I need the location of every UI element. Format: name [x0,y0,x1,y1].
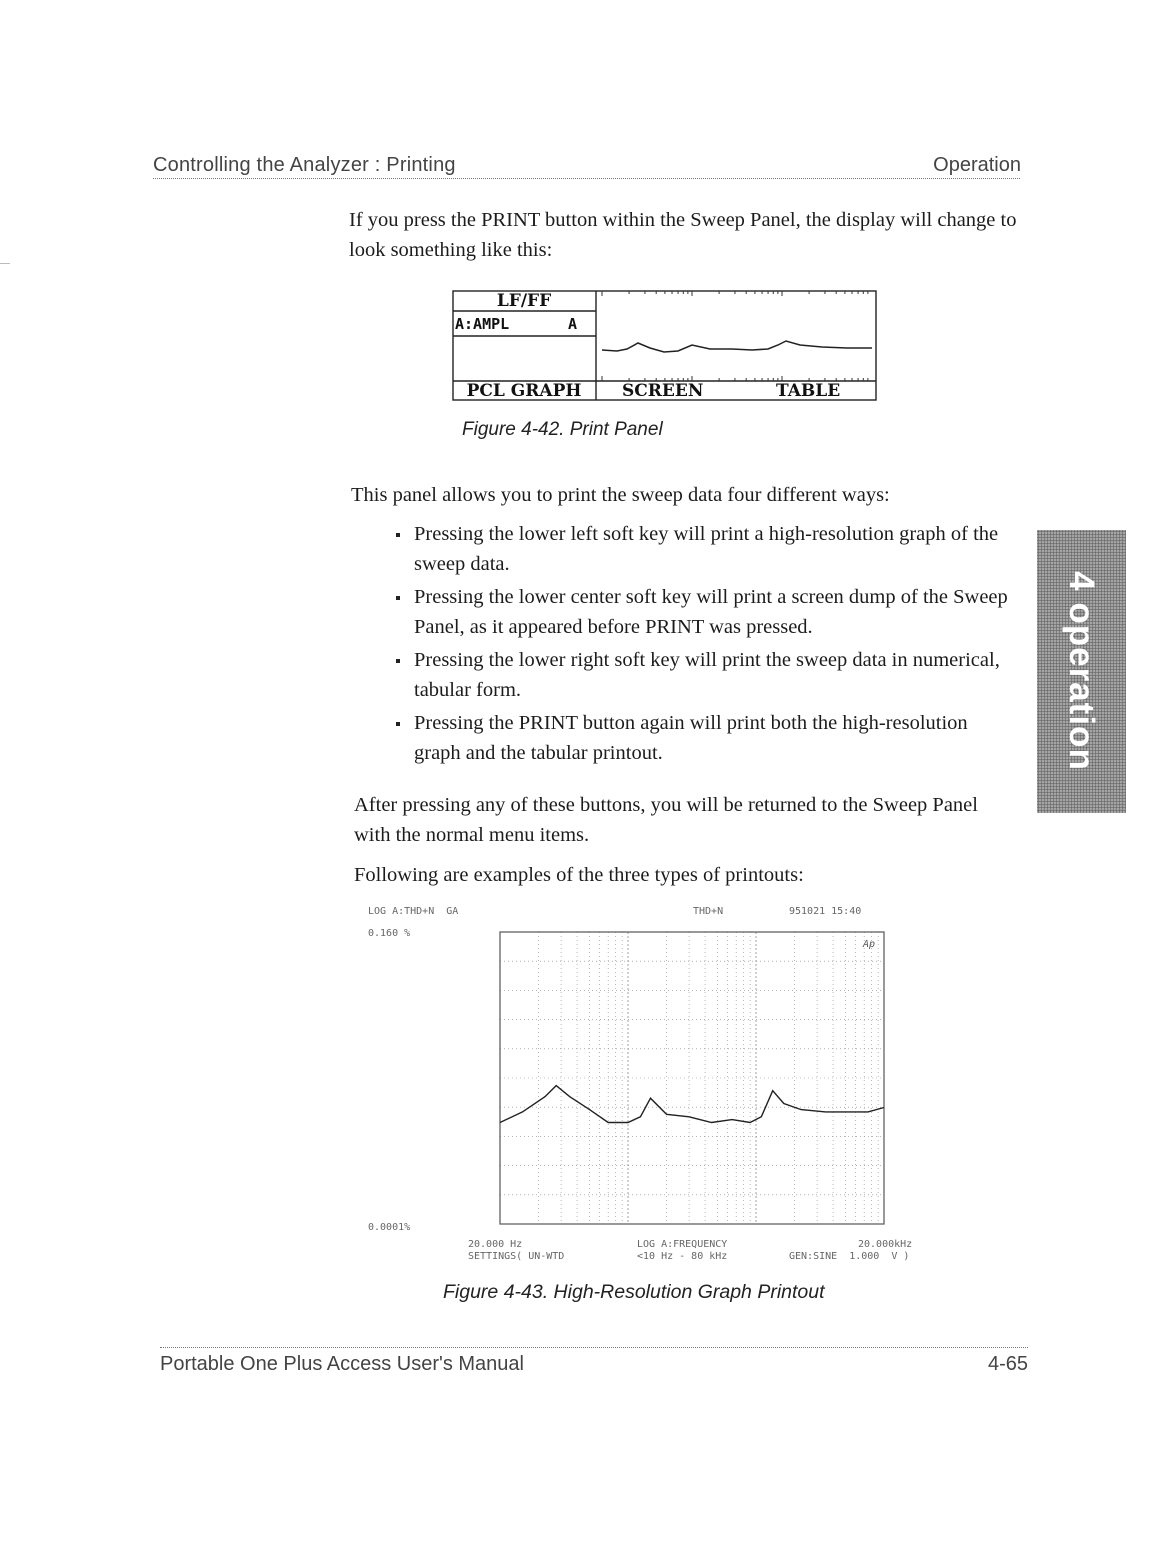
page-header-left: Controlling the Analyzer : Printing [153,154,456,176]
softkey-pcl-graph[interactable]: PCL GRAPH [466,381,582,401]
after-paragraph: After pressing any of these buttons, you will be returned to the Sweep Panel with the normal menu items. [354,794,978,846]
graph-x-label: LOG A:FREQUENCY [637,1239,728,1250]
panel-description: This panel allows you to print the sweep data four different ways: [351,484,890,506]
graph-filter: <10 Hz - 80 kHz [637,1251,728,1262]
bullet-item: Pressing the lower center soft key will print a screen dump of the Sweep Panel, as it appeared before PRINT was pressed. [392,582,1018,642]
graph-timestamp: 951021 15:40 [789,906,862,917]
header-rule [153,178,1020,179]
softkey-table[interactable]: TABLE [776,381,841,401]
graph-y-max: 0.160 % [368,928,411,939]
graph-y-label: LOG A:THD+N GA [368,906,459,917]
footer-rule [160,1347,1028,1348]
graph-settings: SETTINGS( UN-WTD [468,1251,565,1262]
page-number: 4-65 [987,1353,1028,1375]
softkey-screen[interactable]: SCREEN [622,381,704,401]
graph-x-min: 20.000 Hz [468,1239,523,1250]
print-options-list [392,519,1018,771]
figure-4-42-caption: Figure 4-42. Print Panel [462,419,663,440]
graph-x-max: 20.000kHz [858,1239,913,1250]
print-panel-figure [452,288,879,403]
thd-n-graph [498,930,888,1226]
chapter-tab-label: 4 operation [1062,571,1101,771]
panel-channel: A [568,315,578,333]
graph-generator: GEN:SINE 1.000 V ) [789,1251,910,1262]
graph-ap-logo: Ap [863,939,876,950]
bullet-item: Pressing the lower left soft key will print a high-resolution graph of the sweep data. [392,519,1018,579]
panel-title: LF/FF [496,291,552,311]
thd-n-series-line [500,1086,884,1123]
graph-y-min: 0.0001% [368,1222,411,1233]
intro-paragraph: If you press the PRINT button within the Sweep Panel, the display will change to look something like this: [349,209,1017,261]
panel-sweep-trace [602,341,872,352]
page-footer-title: Portable One Plus Access User's Manual [160,1353,524,1375]
graph-title: THD+N [693,906,724,917]
bullet-item: Pressing the lower right soft key will print the sweep data in numerical, tabular form. [392,645,1018,705]
margin-mark [0,263,10,264]
chapter-tab [1037,530,1126,813]
page-header-right: Operation [933,154,1021,176]
bullet-item: Pressing the PRINT button again will print both the high-resolution graph and the tabular printout. [392,708,1018,768]
following-paragraph: Following are examples of the three types of printouts: [354,864,804,886]
figure-4-43-caption: Figure 4-43. High-Resolution Graph Printout [443,1281,825,1303]
panel-measurement: A:AMPL [455,315,510,333]
